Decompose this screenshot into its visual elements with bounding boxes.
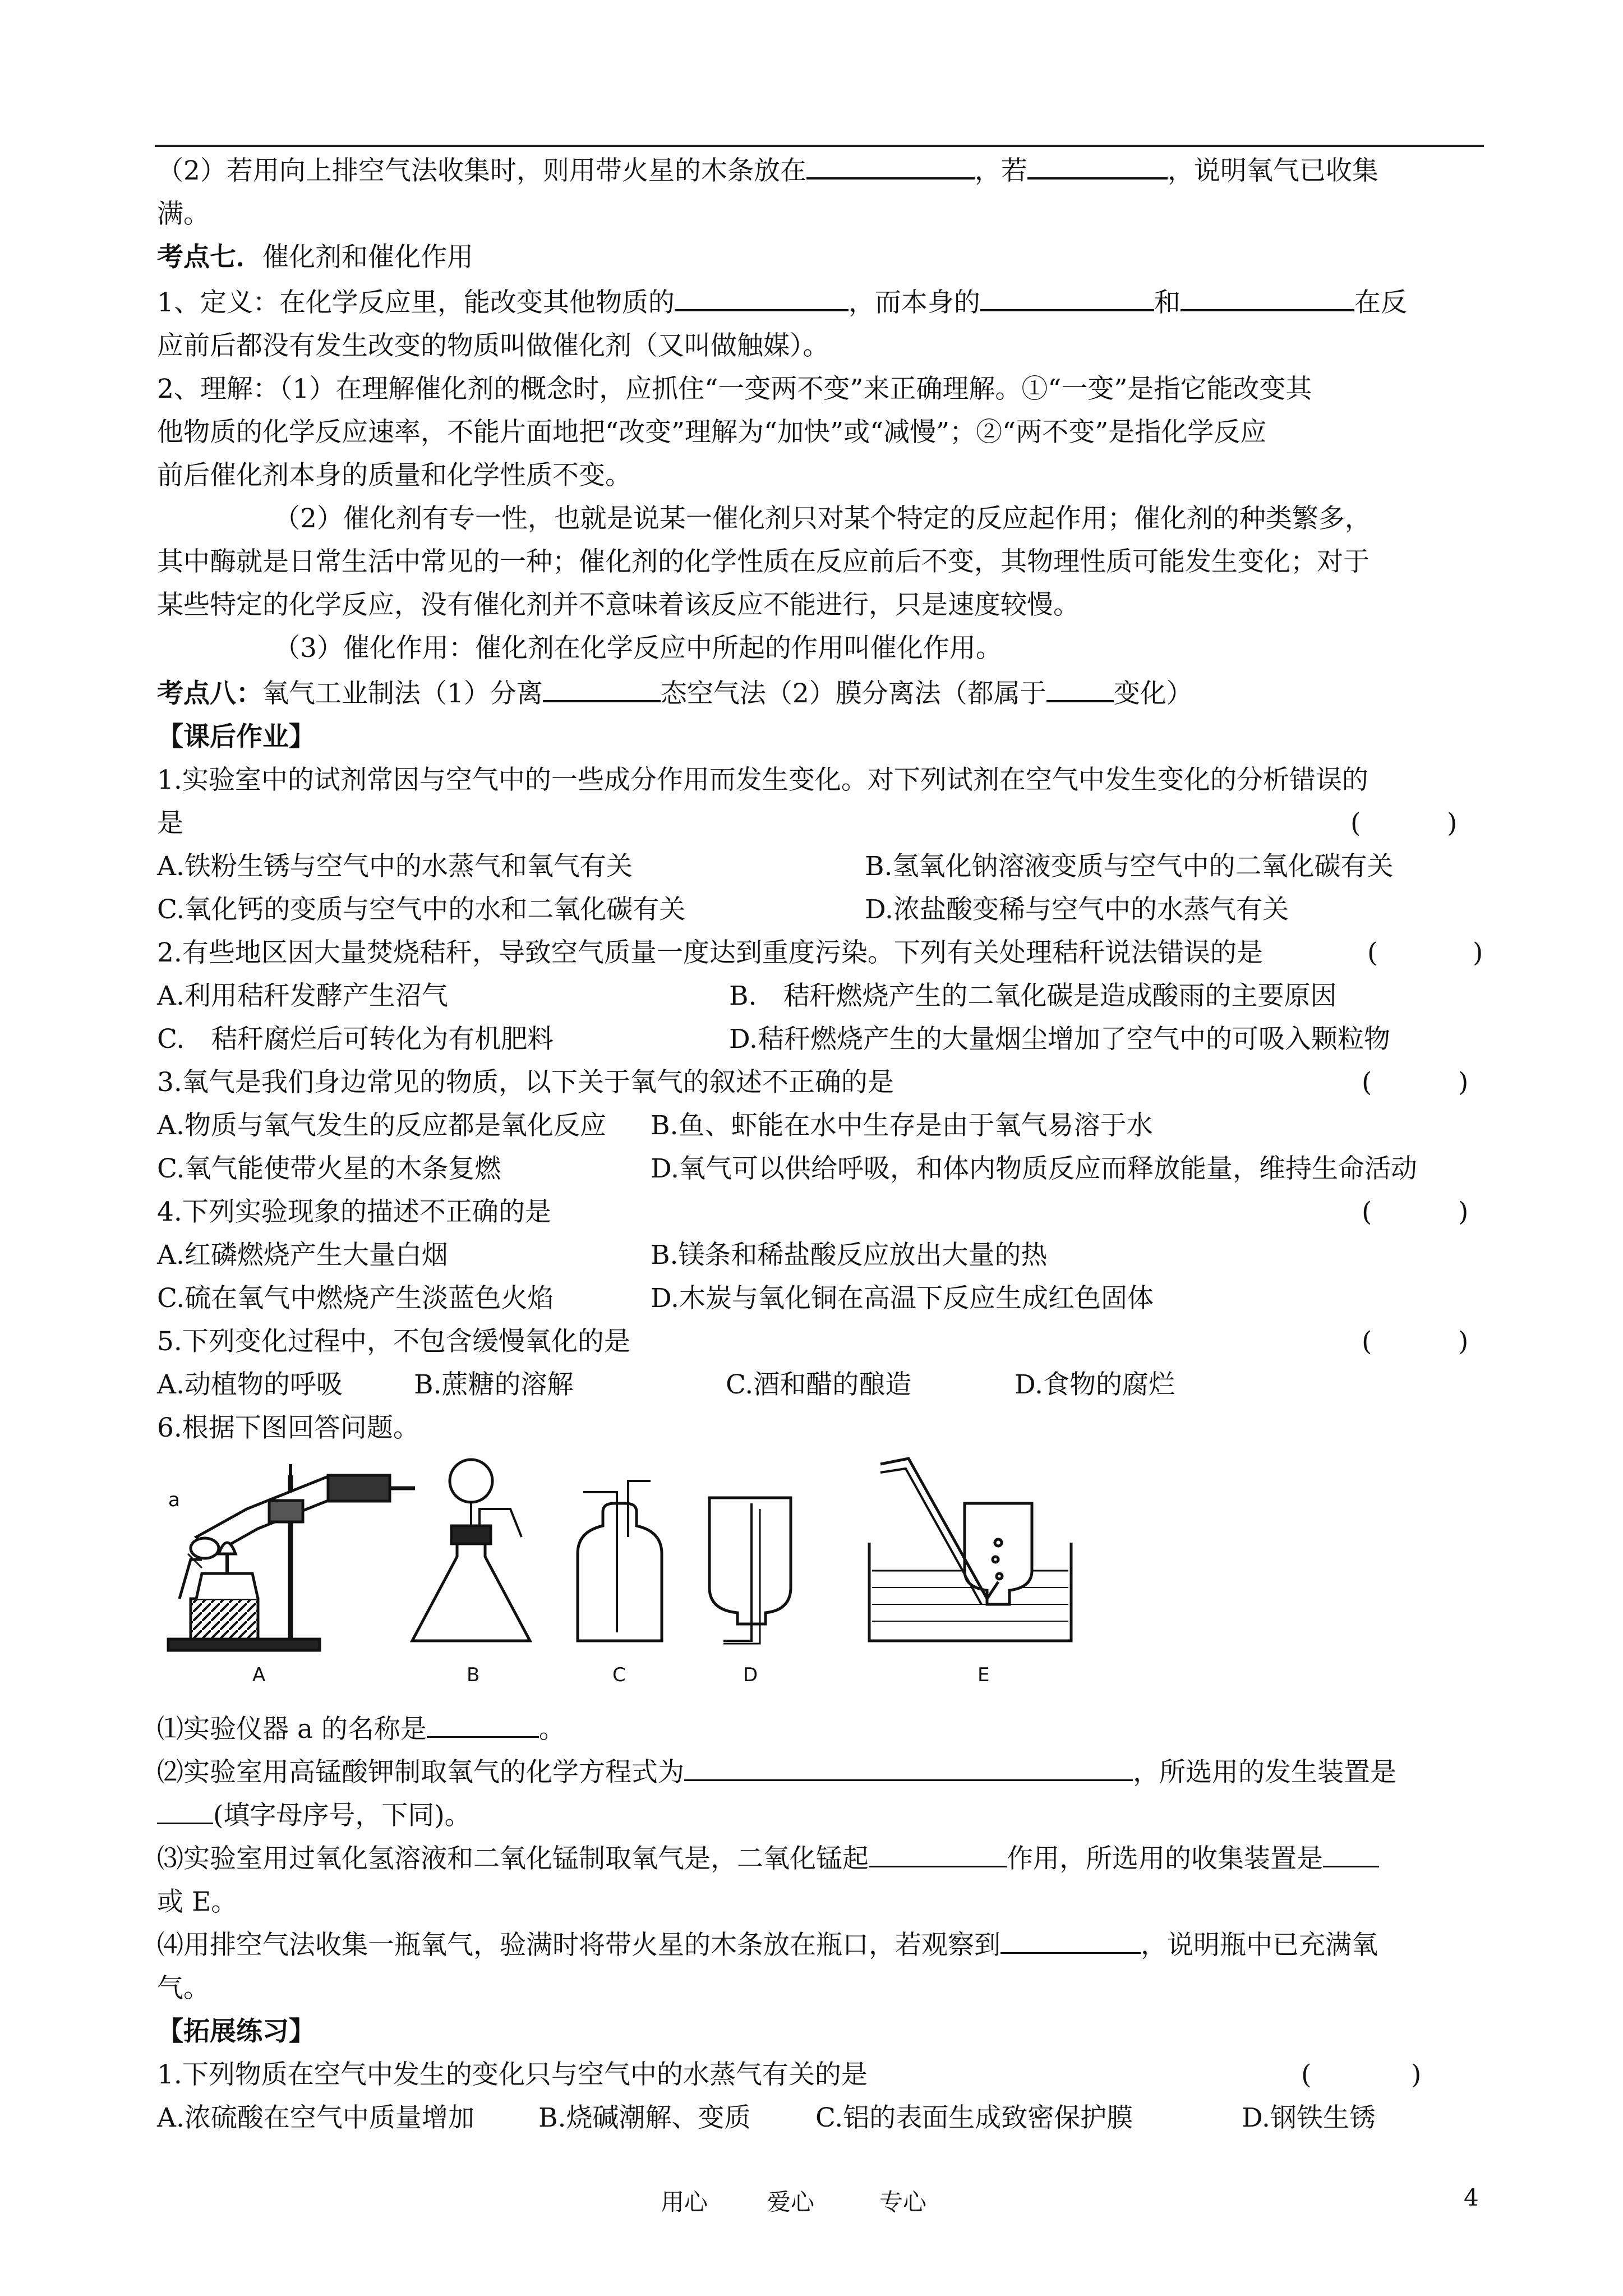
- fill-blank[interactable]: [1027, 147, 1168, 180]
- heading-text: 【课后作业】: [157, 721, 315, 752]
- subquestion-1: [157, 1708, 1484, 1751]
- question-5: [157, 1320, 1484, 1363]
- apparatus-a-tag: a: [168, 1489, 180, 1511]
- apparatus-drawing: [157, 1442, 1088, 1660]
- text: 氧气工业制法（1）分离: [262, 678, 543, 709]
- fill-blank[interactable]: [869, 1838, 1007, 1867]
- section-heading-7: [157, 236, 1484, 279]
- question-1-cont: [157, 802, 1484, 845]
- paren-left: (: [1301, 2059, 1312, 2090]
- subquestion-3-cont: [157, 1880, 1484, 1924]
- fill-blank[interactable]: [157, 1795, 213, 1824]
- options-row: [157, 2096, 1484, 2139]
- question-text: 3.氧气是我们身边常见的物质，以下关于氧气的叙述不正确的是: [157, 1067, 894, 1098]
- subquestion-4-cont: [157, 1967, 1484, 2010]
- text-line: [157, 497, 1484, 540]
- extension-heading: [157, 2010, 1484, 2053]
- option-d[interactable]: D.氧气可以供给呼吸，和体内物质反应而释放能量，维持生命活动: [651, 1153, 1417, 1184]
- text: ，所选用的发生装置是: [1133, 1757, 1396, 1788]
- options-row: [157, 1018, 1484, 1061]
- fill-blank[interactable]: [1323, 1838, 1379, 1867]
- paren-left: (: [1367, 937, 1378, 968]
- fill-blank[interactable]: [980, 279, 1154, 311]
- question-2: [157, 931, 1484, 974]
- text: 气。: [157, 1973, 210, 2004]
- paren-right: ): [1458, 1197, 1469, 1227]
- extension-question-1: [157, 2053, 1484, 2096]
- question-text: 1.实验室中的试剂常因与空气中的一些成分作用而发生变化。对下列试剂在空气中发生变化的分析错误的: [157, 765, 1368, 795]
- options-row: [157, 1363, 1484, 1406]
- text: 变化）: [1113, 678, 1193, 709]
- fill-blank[interactable]: [684, 1751, 1133, 1781]
- option-a[interactable]: A.动植物的呼吸: [157, 1369, 343, 1400]
- options-row: [157, 1277, 1484, 1320]
- subquestion-3: [157, 1837, 1484, 1880]
- text-line: [157, 279, 1484, 324]
- footer-word: 用心: [661, 2188, 708, 2216]
- text-line: [157, 583, 1484, 627]
- text-line: [157, 147, 1484, 192]
- option-b[interactable]: B. 秸秆燃烧产生的二氧化碳是造成酸雨的主要原因: [729, 981, 1337, 1011]
- page-number: 4: [1464, 2184, 1479, 2211]
- option-a[interactable]: A.利用秸秆发酵产生沼气: [157, 981, 448, 1011]
- options-row: [157, 974, 1484, 1018]
- text: 态空气法（2）膜分离法（都属于: [660, 678, 1046, 709]
- text-line: [157, 367, 1484, 411]
- option-c[interactable]: C. 秸秆腐烂后可转化为有机肥料: [157, 1024, 554, 1055]
- text: ，说明瓶中已充满氧: [1141, 1930, 1378, 1961]
- text: (填字母序号，下同)。: [213, 1800, 471, 1831]
- heading-label: 考点七．: [157, 242, 262, 273]
- option-d[interactable]: D.浓盐酸变稀与空气中的水蒸气有关: [865, 894, 1289, 925]
- paren-right: ): [1411, 2059, 1422, 2090]
- fill-blank[interactable]: [1000, 1924, 1141, 1954]
- apparatus-d: [709, 1498, 791, 1644]
- fill-blank[interactable]: [806, 147, 975, 180]
- question-text: 2.有些地区因大量焚烧秸秆，导致空气质量一度达到重度污染。下列有关处理秸秆说法错误的是: [157, 937, 1263, 968]
- text-line: [157, 192, 1484, 236]
- fill-blank[interactable]: [543, 670, 661, 702]
- options-row: [157, 1234, 1484, 1277]
- text: （3）催化作用：催化剂在化学反应中所起的作用叫催化作用。: [274, 633, 1002, 664]
- text: 满。: [157, 199, 210, 229]
- text: 作用，所选用的收集装置是: [1007, 1843, 1323, 1874]
- text-line: [157, 627, 1484, 670]
- figure-label-b: B: [467, 1664, 480, 1686]
- apparatus-e: [869, 1458, 1071, 1641]
- figure-label-e: E: [978, 1664, 990, 1686]
- heading-label: 考点八：: [157, 678, 262, 709]
- figure-label-a: A: [252, 1664, 266, 1686]
- footer-word: 爱心: [767, 2188, 815, 2216]
- fill-blank[interactable]: [427, 1708, 539, 1738]
- text-line: [157, 540, 1484, 583]
- question-3: [157, 1061, 1484, 1104]
- option-c[interactable]: C.氧气能使带火星的木条复燃: [157, 1153, 501, 1184]
- text: 他物质的化学反应速率，不能片面地把“改变”理解为“加快”或“减慢”；②“两不变”是指化学反应: [157, 417, 1267, 448]
- option-d[interactable]: D.秸秆燃烧产生的大量烟尘增加了空气中的可吸入颗粒物: [729, 1024, 1390, 1055]
- option-b[interactable]: B.镁条和稀盐酸反应放出大量的热: [651, 1240, 1048, 1271]
- fill-blank[interactable]: [675, 279, 849, 311]
- option-a[interactable]: A.铁粉生锈与空气中的水蒸气和氧气有关: [157, 851, 633, 882]
- option-a[interactable]: A.物质与氧气发生的反应都是氧化反应: [157, 1110, 606, 1141]
- option-b[interactable]: B.鱼、虾能在水中生存是由于氧气易溶于水: [651, 1110, 1153, 1141]
- text: 某些特定的化学反应，没有催化剂并不意味着该反应不能进行，只是速度较慢。: [157, 590, 1080, 620]
- homework-heading: [157, 715, 1484, 758]
- option-c[interactable]: C.酒和醋的酿造: [726, 1369, 912, 1400]
- text: （2）若用向上排空气法收集时，则用带火星的木条放在: [157, 155, 806, 186]
- option-c[interactable]: C.氧化钙的变质与空气中的水和二氧化碳有关: [157, 894, 686, 925]
- text: 其中酶就是日常生活中常见的一种；催化剂的化学性质在反应前后不变，其物理性质可能发生变化；对于: [157, 546, 1370, 577]
- option-d[interactable]: D.食物的腐烂: [1015, 1369, 1175, 1400]
- options-row: [157, 888, 1484, 931]
- text: 前后催化剂本身的质量和化学性质不变。: [157, 460, 631, 491]
- subquestion-4: [157, 1924, 1484, 1967]
- apparatus-b: [412, 1460, 530, 1641]
- question-text: 5.下列变化过程中，不包含缓慢氧化的是: [157, 1326, 630, 1357]
- question-4: [157, 1190, 1484, 1234]
- paren-left: (: [1362, 1197, 1372, 1227]
- option-b[interactable]: B.烧碱潮解、变质: [538, 2102, 751, 2133]
- option-a[interactable]: A.浓硫酸在空气中质量增加: [157, 2102, 474, 2133]
- text: ⑵实验室用高锰酸钾制取氧气的化学方程式为: [157, 1757, 684, 1788]
- text: 1、定义：在化学反应里，能改变其他物质的: [157, 287, 675, 318]
- paren-right: ): [1458, 1326, 1469, 1357]
- option-d[interactable]: D.钢铁生锈: [1242, 2102, 1376, 2133]
- text: 或 E。: [157, 1887, 238, 1917]
- apparatus-a: [168, 1464, 415, 1650]
- text: 应前后都没有发生改变的物质叫做催化剂（又叫做触媒）。: [157, 330, 829, 361]
- apparatus-c: [578, 1481, 662, 1641]
- figure-label-d: D: [743, 1664, 758, 1686]
- paren-left: (: [1362, 1326, 1372, 1357]
- option-a[interactable]: A.红磷燃烧产生大量白烟: [157, 1240, 448, 1271]
- text: 。: [538, 1714, 565, 1745]
- fill-blank[interactable]: [1181, 279, 1354, 311]
- text: ⑴实验仪器 a 的名称是: [157, 1714, 427, 1745]
- paren-left: (: [1350, 808, 1361, 839]
- options-row: [157, 1147, 1484, 1190]
- text: 和: [1154, 287, 1181, 318]
- text-line: [157, 324, 1484, 367]
- paren-right: ): [1447, 808, 1458, 839]
- text-line: [157, 411, 1484, 454]
- text: 在反: [1354, 287, 1407, 318]
- question-1: [157, 758, 1484, 802]
- question-text: 6.根据下图回答问题。: [157, 1412, 419, 1443]
- options-row: [157, 845, 1484, 888]
- heading-text: 催化剂和催化作用: [262, 242, 473, 273]
- text: ⑷用排空气法收集一瓶氧气，验满时将带火星的木条放在瓶口，若观察到: [157, 1930, 1000, 1961]
- option-b[interactable]: B.蔗糖的溶解: [414, 1369, 574, 1400]
- figure-label-c: C: [612, 1664, 626, 1686]
- question-text: 4.下列实验现象的描述不正确的是: [157, 1197, 551, 1227]
- subquestion-2: [157, 1751, 1484, 1794]
- text: ，而本身的: [848, 287, 980, 318]
- text: ，说明氧气已收集: [1167, 155, 1378, 186]
- footer-word: 专心: [879, 2188, 927, 2216]
- text: ⑶实验室用过氧化氢溶液和二氧化锰制取氧气是，二氧化锰起: [157, 1843, 869, 1874]
- page-content: [157, 147, 1484, 2139]
- text: ，若: [974, 155, 1027, 186]
- paren-left: (: [1362, 1067, 1372, 1098]
- heading-text: 【拓展练习】: [157, 2016, 315, 2047]
- paren-right: ): [1458, 1067, 1469, 1098]
- paren-right: ): [1473, 937, 1483, 968]
- options-row: [157, 1104, 1484, 1147]
- option-c[interactable]: C.硫在氧气中燃烧产生淡蓝色火焰: [157, 1283, 554, 1314]
- text-line: [157, 454, 1484, 497]
- section-heading-8: [157, 670, 1484, 715]
- option-d[interactable]: D.木炭与氧化铜在高温下反应生成红色固体: [651, 1283, 1154, 1314]
- question-text: 1.下列物质在空气中发生的变化只与空气中的水蒸气有关的是: [157, 2059, 868, 2090]
- subquestion-2-cont: [157, 1794, 1484, 1837]
- option-c[interactable]: C.铝的表面生成致密保护膜: [815, 2102, 1133, 2133]
- question-text: 是: [157, 808, 183, 839]
- text: 2、理解：（1）在理解催化剂的概念时，应抓住“一变两不变”来正确理解。①“一变”是指它能改变其: [157, 374, 1312, 404]
- lab-apparatus-figure: [157, 1442, 1088, 1688]
- fill-blank[interactable]: [1046, 670, 1114, 702]
- text: （2）催化剂有专一性，也就是说某一催化剂只对某个特定的反应起作用；催化剂的种类繁多，: [274, 503, 1371, 534]
- option-b[interactable]: B.氢氧化钠溶液变质与空气中的二氧化碳有关: [865, 851, 1394, 882]
